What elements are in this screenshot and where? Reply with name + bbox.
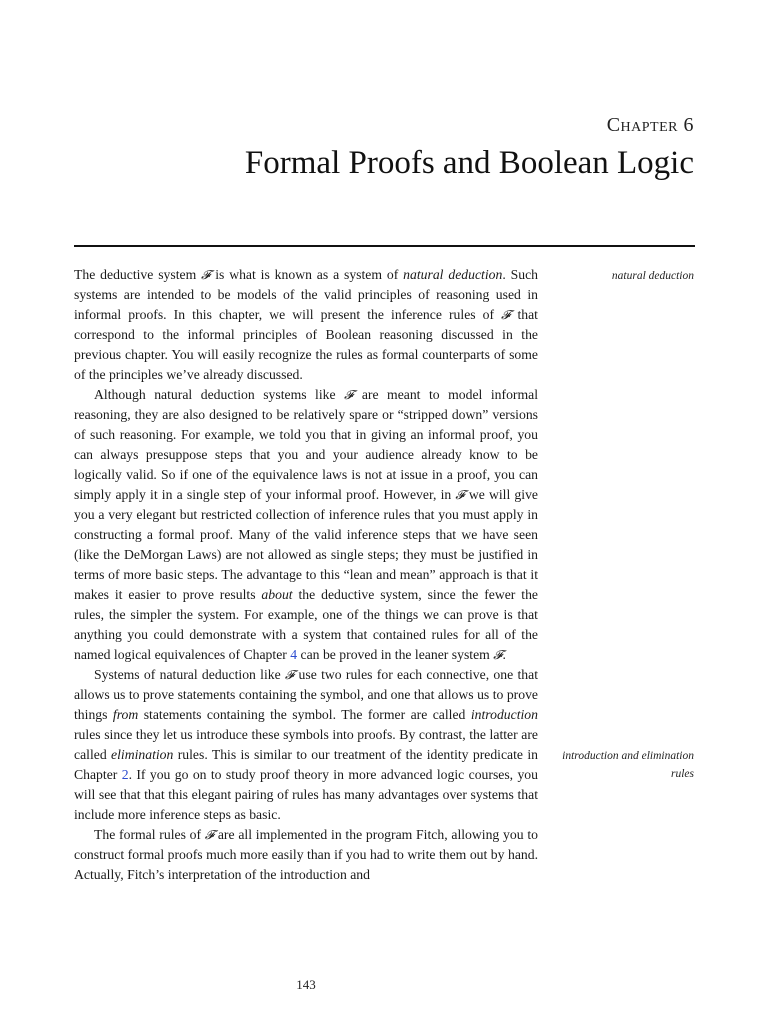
paragraph-3: Systems of natural deduction like 𝓕 use two rules for each connective, one that allows us to prove statements containing the symbol, and one that allows us to prove things from statements containing the symbol. The former are called introduction rules since they let us introduce these symbols into proofs. By contrast, the latter are called elimination rules. This is similar to our treatment of the identity predicate in Chapter 2. If you go on to study proof theory in more advanced logic courses, you will see that that this elegant pairing of rules has many advantages over systems that include more inference steps as basic. — [74, 667, 538, 822]
chapter-4-link[interactable]: 4 — [290, 647, 298, 662]
chapter-label: Chapter 6 — [606, 114, 694, 136]
emphasis: about — [261, 587, 293, 602]
paragraph-4: The formal rules of 𝓕 are all implemented in the program Fitch, allowing you to construct formal proofs much more easily than if you had to write them out by hand. Actually, Fitch’s interpretation of the introduction and — [74, 827, 538, 882]
f-symbol: 𝓕 — [501, 307, 511, 322]
main-text — [74, 265, 538, 885]
f-symbol: 𝓕 — [204, 827, 215, 842]
f-symbol: 𝓕 — [344, 387, 354, 402]
emphasis: introduction — [470, 707, 538, 722]
emphasis: natural deduction — [403, 267, 503, 282]
chapter-2-link[interactable]: 2 — [121, 767, 129, 782]
paragraph-1: The deductive system 𝓕 is what is known as a system of natural deduction. Such systems are intended to be models of the valid principles of reasoning used in informal proofs. In this chapter, we will present the inference rules of 𝓕 that correspond to the informal principles of Boolean reasoning discussed in the previous chapter. You will easily recognize the rules as formal counterparts of some of the principles we’ve already discussed. — [74, 267, 538, 382]
f-symbol: 𝓕 — [455, 487, 465, 502]
f-symbol: 𝓕 — [493, 647, 503, 662]
emphasis: elimination — [111, 747, 174, 762]
title-rule — [74, 245, 695, 247]
f-symbol: 𝓕 — [285, 667, 295, 682]
margin-note-intro-elim: introduction and elimination rules — [562, 750, 694, 780]
emphasis: from — [112, 707, 139, 722]
page-number: 143 — [296, 977, 316, 992]
chapter-title: Formal Proofs and Boolean Logic — [244, 145, 694, 181]
paragraph-2: Although natural deduction systems like 𝓕 are meant to model informal reasoning, they are also designed to be relatively spare or “stripped down” versions of such reasoning. For example, we told you that in giving an informal proof, you can always presuppose steps that you and your audience already know to be logically valid. So if one of the equivalence laws is not at issue in a proof, you can simply apply it in a single step of your informal proof. However, in 𝓕 we will give you a very elegant but restricted collection of inference rules that you must apply in constructing a formal proof. Many of the valid inference steps that we have seen (like the DeMorgan Laws) are not allowed as single steps; they must be justified in terms of more basic steps. The advantage to this “lean and mean” approach is that it makes it easier to prove results about the deductive system, since the fewer the rules, the simpler the system. For example, one of the things we can prove is that anything you could demonstrate with a system that contained rules for all of the named logical equivalences of Chapter 4 can be proved in the leaner system 𝓕. — [74, 387, 539, 662]
margin-note-natural-deduction: natural deduction — [611, 270, 694, 282]
f-symbol: 𝓕 — [201, 267, 211, 282]
